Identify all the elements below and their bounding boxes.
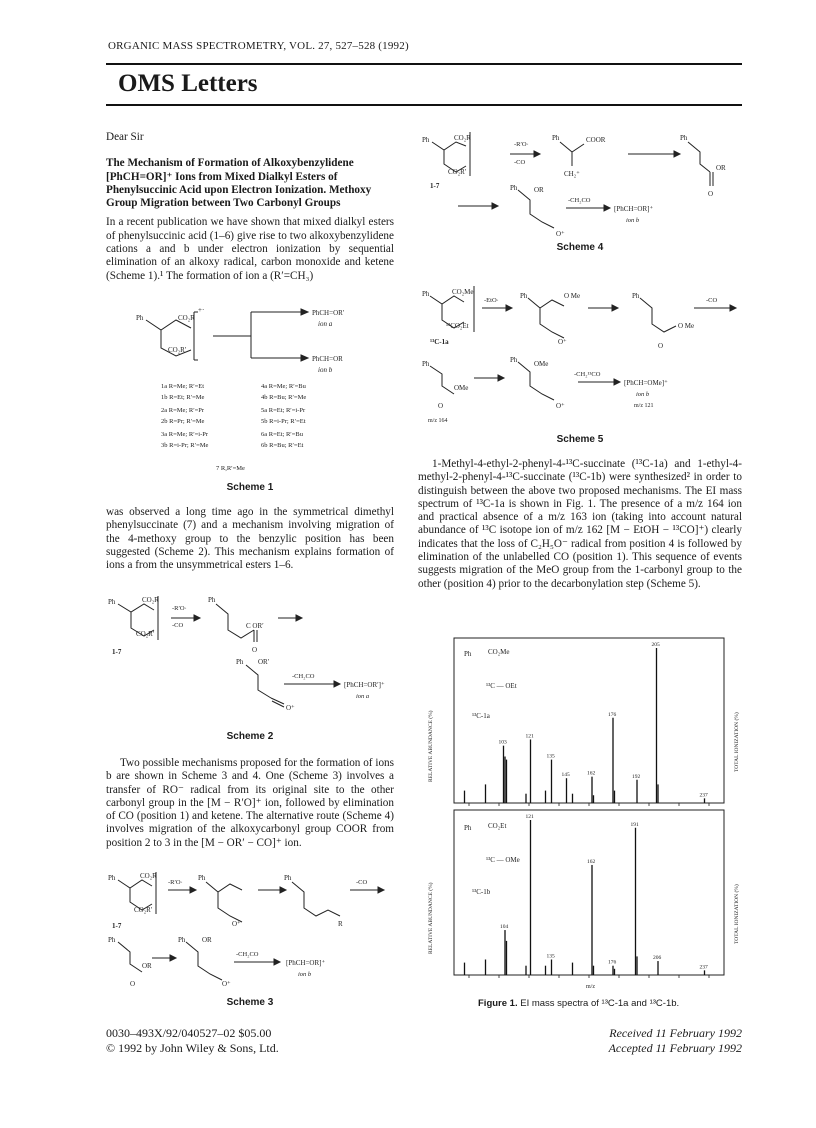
title-rule bbox=[106, 104, 742, 106]
compound-6a: 6a R=Et; R′=Bu bbox=[261, 431, 303, 438]
scheme-1-label: Scheme 1 bbox=[226, 482, 274, 493]
loss-ro-label: -R′O· bbox=[172, 605, 187, 612]
svg-text:OR: OR bbox=[142, 962, 152, 970]
peak-label: 145 bbox=[561, 772, 570, 779]
ion-a-label: ion a bbox=[318, 320, 333, 328]
label-1-7: 1-7 bbox=[112, 648, 122, 656]
svg-text:Ph: Ph bbox=[178, 936, 186, 944]
scheme-4-loss-co: -CO bbox=[514, 159, 526, 166]
compound-1a: 1a R=Me; R′=Et bbox=[161, 383, 205, 390]
scheme-2-diagram bbox=[106, 590, 396, 730]
top-structure-sub2: ¹³C — OEt bbox=[486, 682, 517, 690]
header-rule bbox=[106, 63, 742, 65]
svg-text:OR′: OR′ bbox=[258, 658, 270, 666]
figure-1-mass-spectra bbox=[418, 632, 744, 994]
svg-text:CO₂R: CO₂R bbox=[142, 596, 159, 604]
figure-1-caption bbox=[478, 998, 742, 1009]
article-code: 0030–493X/92/040527–02 $05.00 bbox=[106, 1026, 272, 1040]
scheme-5-mz164: m/z 164 bbox=[428, 418, 448, 424]
peak-label: 135 bbox=[546, 753, 555, 760]
svg-text:Ph: Ph bbox=[464, 824, 472, 832]
scheme-3-loss-co: -CO bbox=[356, 879, 368, 886]
svg-text:O: O bbox=[658, 342, 664, 350]
compound-1b: 1b R=Et; R′=Me bbox=[161, 394, 205, 401]
scheme-5-label: Scheme 5 bbox=[556, 434, 604, 445]
svg-text:O: O bbox=[252, 646, 258, 654]
compound-2b: 2b R=Pr; R′=Me bbox=[161, 418, 205, 425]
svg-text:O⁺: O⁺ bbox=[232, 920, 241, 928]
svg-text:Ph: Ph bbox=[198, 874, 206, 882]
svg-text:CO₂R: CO₂R bbox=[178, 314, 195, 322]
svg-text:OR: OR bbox=[202, 936, 212, 944]
svg-text:OMe: OMe bbox=[454, 384, 469, 392]
footer-left bbox=[106, 1026, 279, 1056]
received-date: Received 11 February 1992 bbox=[609, 1026, 742, 1040]
svg-text:Ph: Ph bbox=[510, 184, 518, 192]
svg-text:Ph: Ph bbox=[422, 360, 430, 368]
compound-2a: 2a R=Me; R′=Pr bbox=[161, 407, 205, 414]
svg-text:CO₂R′: CO₂R′ bbox=[134, 906, 153, 914]
scheme-5-product: [PhCH=OMe]⁺ bbox=[624, 379, 668, 387]
paragraph-4: 1-Methyl-4-ethyl-2-phenyl-4-¹³C-succinate (¹³C-1a) and 1-ethyl-4-methyl-2-phenyl-4-¹³C-succinate (¹³C-1b) were synthesized² in order to distinguish between the above two proposed mechanisms. The EI mass spectrum of ¹³C-1a is shown in Fig. 1. The presence of a m/z 164 ion and practical absence of a m/z 163 ion (taking into account natural abundance of ¹³C isotope ion of m/z 162 [M − EtOH − ¹³CO]⁺) clearly indicates that the loss of C₂H₅O⁻ radical from position 4 is followed by elimination of the unlabelled CO (position 1). This sequence of events suggests migration of the MeO group from the 1-carbonyl group to the other (position 4) prior to the decarbonylation step (Scheme 5). bbox=[418, 458, 742, 590]
svg-text:Ph: Ph bbox=[632, 292, 640, 300]
svg-text:O⁺: O⁺ bbox=[556, 402, 565, 410]
svg-text:+·: +· bbox=[198, 306, 205, 314]
svg-text:O⁺: O⁺ bbox=[286, 704, 295, 712]
svg-text:Ph: Ph bbox=[510, 356, 518, 364]
scheme-2-label: Scheme 2 bbox=[226, 731, 274, 742]
svg-text:O Me: O Me bbox=[678, 322, 695, 330]
peak-label: 135 bbox=[546, 953, 555, 960]
ion-b-label: ion b bbox=[318, 366, 333, 374]
caption-label: Figure 1. bbox=[478, 998, 518, 1009]
top-compound-label: ¹³C-1a bbox=[472, 712, 490, 720]
svg-text:Ph: Ph bbox=[422, 290, 430, 298]
copyright: © 1992 by John Wiley & Sons, Ltd. bbox=[106, 1041, 279, 1055]
bottom-compound-label: ¹³C-1b bbox=[472, 888, 491, 896]
svg-text:Ph: Ph bbox=[236, 658, 244, 666]
product-b: PhCH=OR bbox=[312, 355, 343, 363]
svg-text:Ph: Ph bbox=[464, 650, 472, 658]
compound-3b: 3b R=i-Pr; R′=Me bbox=[161, 442, 209, 449]
section-title: OMS Letters bbox=[118, 70, 258, 97]
peak-label: 121 bbox=[525, 814, 534, 820]
svg-text:COOR: COOR bbox=[586, 136, 606, 144]
compound-6b: 6b R=Bu; R′=Et bbox=[261, 442, 304, 449]
paragraph-1: In a recent publication we have shown that mixed dialkyl esters of phenylsuccinic acid (1–6) give rise to two alkoxybenzylidene cations a and b under electron ionization by sequential elimination of an alkoxy radical, carbon monoxide and ketene (Scheme 1).¹ The formation of ion a (R′=CH₃) bbox=[106, 216, 394, 282]
svg-text:C OR′: C OR′ bbox=[246, 622, 264, 630]
caption-text: EI mass spectra of ¹³C-1a and ¹³C-1b. bbox=[520, 998, 680, 1009]
compound-5a: 5a R=Et; R′=i-Pr bbox=[261, 407, 306, 414]
svg-text:CO₂Me: CO₂Me bbox=[452, 288, 474, 296]
loss-ketene-label: -CH₂CO bbox=[292, 673, 315, 680]
peak-label: 162 bbox=[587, 858, 596, 865]
svg-text:OR: OR bbox=[534, 186, 544, 194]
bottom-yright-label: TOTAL IONIZATION (%) bbox=[734, 884, 740, 944]
svg-text:O⁺: O⁺ bbox=[556, 230, 565, 238]
bottom-structure-sub2: ¹³C — OMe bbox=[486, 856, 520, 864]
scheme-1-diagram bbox=[106, 298, 396, 498]
scheme-5-ion-b: ion b bbox=[636, 391, 650, 398]
scheme-3-loss-ro: -R′O· bbox=[168, 879, 183, 886]
scheme-5-loss-co: -CO bbox=[706, 297, 718, 304]
scheme-5-13c1a: ¹³C-1a bbox=[430, 338, 449, 346]
left-column-top bbox=[106, 131, 394, 283]
svg-text:Ph: Ph bbox=[108, 598, 116, 606]
scheme-5-loss-13ketene: -CH₂¹³CO bbox=[574, 371, 601, 378]
peak-label: 191 bbox=[630, 821, 639, 828]
scheme-3-label-1-7: 1-7 bbox=[112, 922, 122, 930]
x-axis-label: m/z bbox=[586, 984, 595, 990]
bottom-yleft-label: RELATIVE ABUNDANCE (%) bbox=[428, 882, 434, 954]
svg-text:Ph: Ph bbox=[284, 874, 292, 882]
peak-label: 176 bbox=[608, 959, 617, 966]
scheme-3-label: Scheme 3 bbox=[226, 997, 274, 1008]
svg-text:O: O bbox=[708, 190, 714, 198]
loss-co-label: -CO bbox=[172, 622, 184, 629]
journal-header: ORGANIC MASS SPECTROMETRY, VOL. 27, 527–528 (1992) bbox=[108, 40, 409, 52]
paragraph-2: was observed a long time ago in the symmetrical dimethyl phenylsuccinate (7) and a mechanism involving migration of the 4-methoxy group to the benzylic position has been suggested (Scheme 2). This mechanism explains formation of ions a from the unsymmetrical esters 1–6. bbox=[106, 506, 394, 572]
svg-text:O: O bbox=[130, 980, 136, 988]
peak-label: 103 bbox=[498, 739, 507, 746]
scheme-3-ion-b: ion b bbox=[298, 971, 312, 978]
footer-right bbox=[560, 1026, 742, 1056]
peak-label: 121 bbox=[525, 733, 534, 740]
svg-text:CH₂⁺: CH₂⁺ bbox=[564, 170, 580, 178]
top-structure-sub1: CO₂Me bbox=[488, 648, 510, 656]
peak-label: 176 bbox=[608, 711, 617, 718]
scheme-4-loss-ketene: -CH₂CO bbox=[568, 197, 591, 204]
paragraph-3: Two possible mechanisms proposed for the formation of ions b are shown in Scheme 3 and 4. One (Scheme 3) involves a transfer of RO⁻ radical from its original site to the other carbonyl group in the [M − R′O]⁺ ion, followed by elimination of CO (position 1) and ketene. The alternative route (Scheme 4) involves migration of the alkoxycarbonyl group COOR from position 2 to 3 in the [M − OR′ − CO]⁺ ion. bbox=[106, 757, 394, 849]
scheme-4-label: Scheme 4 bbox=[556, 242, 604, 253]
compound-5b: 5b R=i-Pr; R′=Et bbox=[261, 418, 306, 425]
scheme-4-product: [PhCH=OR]⁺ bbox=[614, 205, 654, 213]
scheme-4-diagram bbox=[418, 128, 742, 238]
peak-label: 192 bbox=[632, 773, 641, 780]
scheme-5-loss-eto: -EtO· bbox=[484, 297, 499, 304]
top-yright-label: TOTAL IONIZATION (%) bbox=[734, 712, 740, 772]
peak-label: 237 bbox=[699, 792, 708, 799]
svg-text:CO₂R′: CO₂R′ bbox=[448, 168, 467, 176]
svg-text:O Me: O Me bbox=[564, 292, 581, 300]
svg-text:CO₂R′: CO₂R′ bbox=[168, 346, 187, 354]
svg-text:Ph: Ph bbox=[680, 134, 688, 142]
product-a: PhCH=OR′ bbox=[312, 309, 345, 317]
svg-text:CO₂R′: CO₂R′ bbox=[136, 630, 155, 638]
compound-4a: 4a R=Me; R′=Bu bbox=[261, 383, 306, 390]
svg-text:Ph: Ph bbox=[108, 936, 116, 944]
svg-text:Ph: Ph bbox=[136, 314, 144, 322]
svg-text:OR: OR bbox=[716, 164, 726, 172]
svg-text:Ph: Ph bbox=[552, 134, 560, 142]
svg-text:Ph: Ph bbox=[108, 874, 116, 882]
peak-label: 237 bbox=[699, 964, 708, 971]
scheme-5-diagram bbox=[418, 270, 742, 430]
scheme-3-diagram bbox=[106, 868, 396, 998]
bottom-structure-sub1: CO₂Et bbox=[488, 822, 507, 830]
scheme-4-loss-ro: -R′O· bbox=[514, 141, 529, 148]
scheme-3-loss-ketene: -CH₂CO bbox=[236, 951, 259, 958]
svg-text:¹³CO₂Et: ¹³CO₂Et bbox=[446, 322, 469, 330]
svg-text:CO₂R: CO₂R bbox=[454, 134, 471, 142]
svg-text:O: O bbox=[438, 402, 444, 410]
compound-4b: 4b R=Bu; R′=Me bbox=[261, 394, 307, 401]
svg-text:Ph: Ph bbox=[422, 136, 430, 144]
compound-7: 7 R,R′=Me bbox=[216, 465, 245, 472]
svg-text:Ph: Ph bbox=[208, 596, 216, 604]
scheme-2-ion-a: ion a bbox=[356, 693, 370, 700]
scheme-5-mz121: m/z 121 bbox=[634, 403, 654, 409]
peak-label: 104 bbox=[500, 924, 509, 931]
scheme-3-product: [PhCH=OR]⁺ bbox=[286, 959, 326, 967]
article-title: The Mechanism of Formation of Alkoxybenzylidene [PhCH=OR]⁺ Ions from Mixed Dialkyl Esters of Phenylsuccinic Acid upon Electron Ionization. Methoxy Group Migration between Two Carbonyl Groups bbox=[106, 157, 372, 210]
scheme-2-product: [PhCH=OR′]⁺ bbox=[344, 681, 385, 689]
salutation: Dear Sir bbox=[106, 131, 144, 143]
top-yleft-label: RELATIVE ABUNDANCE (%) bbox=[428, 710, 434, 782]
svg-text:O⁺: O⁺ bbox=[222, 980, 231, 988]
svg-text:O⁺: O⁺ bbox=[558, 338, 567, 346]
svg-text:CO₂R: CO₂R bbox=[140, 872, 157, 880]
svg-text:R: R bbox=[338, 920, 343, 928]
compound-3a: 3a R=Me; R′=i-Pr bbox=[161, 431, 209, 438]
svg-text:OMe: OMe bbox=[534, 360, 549, 368]
accepted-date: Accepted 11 February 1992 bbox=[608, 1041, 742, 1055]
peak-label: 206 bbox=[653, 955, 662, 962]
scheme-4-ion-b: ion b bbox=[626, 217, 640, 224]
peak-label: 162 bbox=[587, 770, 596, 777]
peak-label: 205 bbox=[651, 642, 660, 648]
scheme-4-label-1-7: 1-7 bbox=[430, 182, 440, 190]
svg-text:Ph: Ph bbox=[520, 292, 528, 300]
